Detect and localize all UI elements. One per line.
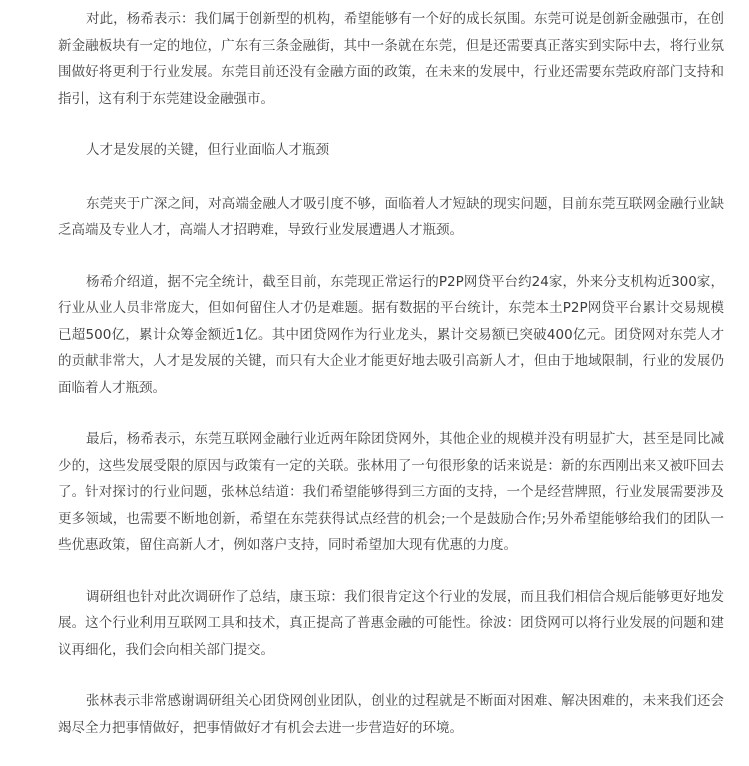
paragraph-talent-shortage: 东莞夹于广深之间，对高端金融人才吸引度不够，面临着人才短缺的现实问题，目前东莞互联网金融行业缺乏高端及专业人才，高端人才招聘难，导致行业发展遭遇人才瓶颈。 bbox=[58, 195, 724, 238]
paragraph-yangxi-innovation: 对此，杨希表示：我们属于创新型的机构，希望能够有一个好的成长氛围。东莞可说是创新金融强市，在创新金融板块有一定的地位，广东有三条金融街，其中一条就在东莞，但是还需要真正落实到实际中去，将行业氛围做好将更利于行业发展。东莞目前还没有金融方面的政策，在未来的发展中，行业还需要东莞政府部门支持和指引，这有利于东莞建设金融强市。 bbox=[58, 11, 724, 107]
paragraph-research-summary: 调研组也针对此次调研作了总结，康玉琼：我们很肯定这个行业的发展，而且我们相信合规后能够更好地发展。这个行业利用互联网工具和技术，真正提高了普惠金融的可能性。徐波：团贷网可以将行业发展的问题和建议再细化，我们会向相关部门提交。 bbox=[58, 588, 724, 658]
section-heading-talent: 人才是发展的关键，但行业面临人才瓶颈 bbox=[86, 142, 329, 158]
paragraph-closing-thanks: 张林表示非常感谢调研组关心团贷网创业团队，创业的过程就是不断面对困难、解决困难的，未来我们还会竭尽全力把事情做好，把事情做好才有机会去进一步营造好的环境。 bbox=[58, 693, 724, 736]
paragraph-p2p-statistics: 杨希介绍道，据不完全统计，截至目前，东莞现正常运行的P2P网贷平台约24家，外来分支机构近300家，行业从业人员非常庞大，但如何留住人才仍是难题。据有数据的平台统计，东莞本土P2P网贷平台累计交易规模已超500亿，累计众筹金额近1亿。其中团贷网作为行业龙头，累计交易额已突破400亿元。团贷网对东莞人才的贡献非常大，人才是发展的关键，而只有大企业才能更好地去吸引高新人才，但由于地域限制，行业的发展仍面临着人才瓶颈。 bbox=[58, 273, 724, 396]
paragraph-policy-support: 最后，杨希表示，东莞互联网金融行业近两年除团贷网外，其他企业的规模并没有明显扩大，甚至是同比减少的，这些发展受限的原因与政策有一定的关联。张林用了一句很形象的话来说是：新的东西刚出来又被吓回去了。针对探讨的行业问题，张林总结道：我们希望能够得到三方面的支持，一个是经营牌照，行业发展需要涉及更多领域，也需要不断地创新，希望在东莞获得试点经营的机会;一个是鼓励合作;另外希望能够给我们的团队一些优惠政策，留住高新人才，例如落户支持，同时希望加大现有优惠的力度。 bbox=[58, 431, 724, 553]
article-body bbox=[58, 6, 724, 766]
